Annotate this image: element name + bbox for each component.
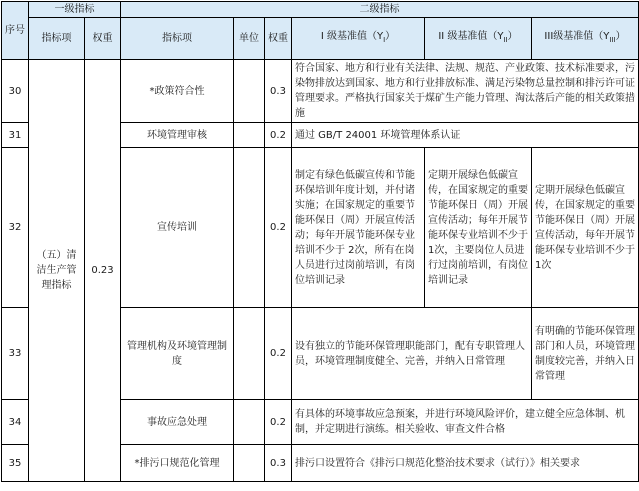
header-l2-item: 指标项 <box>121 18 234 60</box>
header-weight: 权重 <box>265 18 292 60</box>
row-level-i-ii: 设有独立的节能环保管理职能部门，配有专职管理人员，环境管理制度健全、完善，并纳入日常管理 <box>292 308 532 400</box>
row-no: 30 <box>2 60 29 123</box>
group-weight: 0.23 <box>85 60 121 482</box>
row-weight: 0.2 <box>265 308 292 400</box>
row-no: 32 <box>2 148 29 308</box>
row-weight: 0.2 <box>265 123 292 148</box>
row-item: *政策符合性 <box>121 60 234 123</box>
row-unit <box>234 123 265 148</box>
row-weight: 0.3 <box>265 445 292 482</box>
row-requirement: 符合国家、地方和行业有关法律、法规、规范、产业政策、技术标准要求，污染物排放达到国家、地方和行业排放标准、满足污染物总量控制和排污许可证管理要求。严格执行国家关于煤矿生产能力管理、淘汰落后产能的相关政策措施 <box>292 60 639 123</box>
row-level-ii: 定期开展绿色低碳宣传，在国家规定的重要节能环保日（周）开展宣传活动；每年开展节能环保专业培训不少于 1次，主要岗位人员进行过岗前培训，有岗位培训记录 <box>425 148 532 308</box>
group-name: （五）清洁生产管理指标 <box>29 60 85 482</box>
row-unit <box>234 400 265 445</box>
indicator-table <box>1 1 639 482</box>
header-level1: 一级指标 <box>29 2 121 18</box>
table-row <box>2 60 639 123</box>
header-no: 序号 <box>2 2 29 60</box>
header-level2: 二级指标 <box>121 2 639 18</box>
row-level-i: 制定有绿色低碳宣传和节能环保培训年度计划，并付诸实施；在国家规定的重要节能环保日（周）开展宣传活动；每年开展节能环保专业培训不少于 2次，所有在岗人员进行过岗前培训，有岗位培训记录 <box>292 148 425 308</box>
row-level-iii: 定期开展绿色低碳宣传，在国家规定的重要节能环保日（周）开展宣传活动，每年开展节能环保专业培训不少于 1次 <box>532 148 639 308</box>
row-item: 事故应急处理 <box>121 400 234 445</box>
header-level-ii: II 级基准值$(Y_{II})$ <box>425 18 532 60</box>
row-weight: 0.2 <box>265 148 292 308</box>
header-unit: 单位 <box>234 18 265 60</box>
row-no: 31 <box>2 123 29 148</box>
row-item: *排污口规范化管理 <box>121 445 234 482</box>
row-level-iii: 有明确的节能环保管理部门和人员，环境管理制度较完善，并纳入日常管理 <box>532 308 639 400</box>
row-requirement: 通过 GB/T 24001 环境管理体系认证 <box>292 123 639 148</box>
row-item: 宣传培训 <box>121 148 234 308</box>
row-weight: 0.3 <box>265 60 292 123</box>
row-item: 管理机构及环境管理制度 <box>121 308 234 400</box>
header-level-iii: III级基准值$(Y_{III})$ <box>532 18 639 60</box>
header-level-i: I 级基准值$(Y_I)$ <box>292 18 425 60</box>
row-weight: 0.2 <box>265 400 292 445</box>
row-unit <box>234 148 265 308</box>
header-l1-weight: 权重 <box>85 18 121 60</box>
row-no: 34 <box>2 400 29 445</box>
row-unit <box>234 308 265 400</box>
row-item: 环境管理审核 <box>121 123 234 148</box>
row-no: 35 <box>2 445 29 482</box>
row-unit <box>234 60 265 123</box>
header-l1-item: 指标项 <box>29 18 85 60</box>
row-unit <box>234 445 265 482</box>
row-requirement: 有具体的环境事故应急预案，并进行环境风险评价，建立健全应急体制、机制，并定期进行演练。相关验收、审查文件合格 <box>292 400 639 445</box>
row-requirement: 排污口设置符合《排污口规范化整治技术要求（试行）》相关要求 <box>292 445 639 482</box>
row-no: 33 <box>2 308 29 400</box>
